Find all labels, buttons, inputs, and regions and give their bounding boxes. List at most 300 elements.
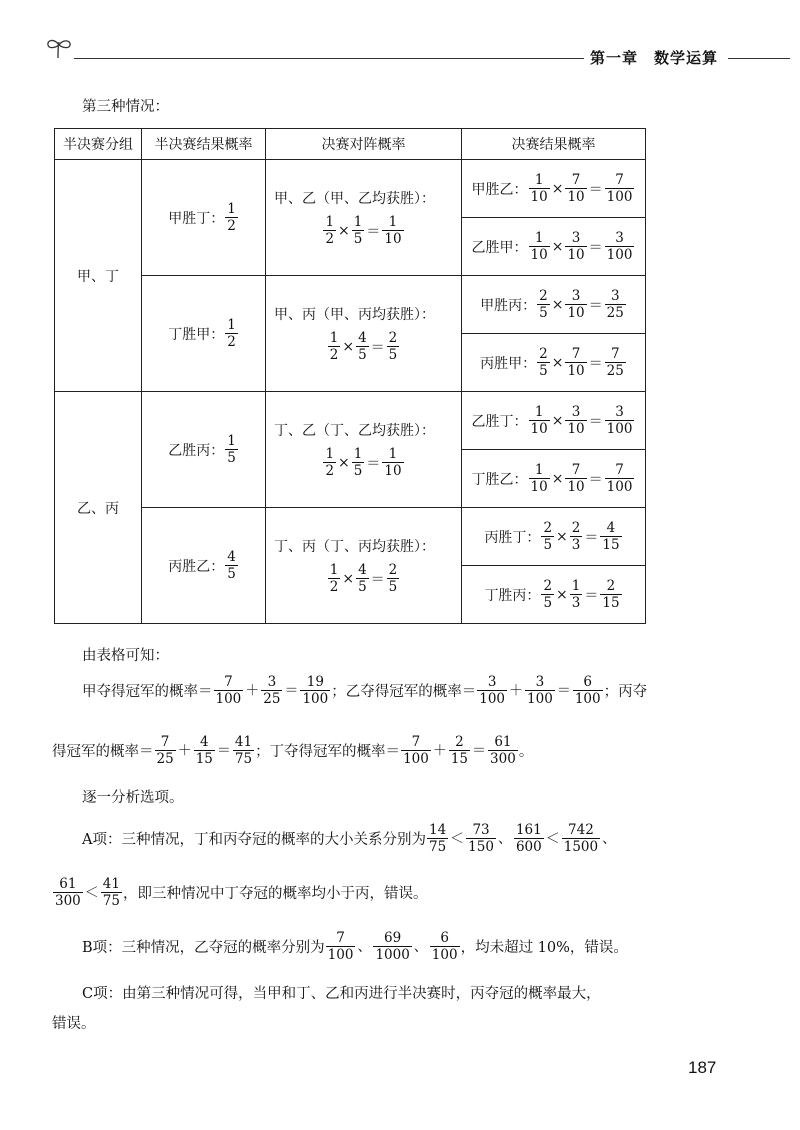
final-label: 丙胜丁：	[484, 529, 541, 546]
numerator: 7	[605, 346, 626, 363]
operator: ＝	[588, 297, 603, 314]
fraction	[373, 930, 411, 963]
denominator: 100	[302, 690, 329, 707]
group-name: 甲、丁	[77, 268, 119, 285]
fraction	[466, 822, 496, 855]
final-label: 丙胜甲：	[480, 355, 537, 372]
fraction	[225, 317, 238, 350]
final-matchup-cell	[266, 276, 462, 392]
option-a-line2	[52, 872, 427, 912]
option-b-line	[82, 926, 628, 966]
fraction	[155, 734, 176, 767]
fraction	[565, 462, 586, 495]
text-segment: 。	[518, 743, 534, 760]
product-expression	[536, 288, 627, 321]
denominator: 10	[384, 463, 402, 479]
numerator: 61	[53, 876, 83, 893]
operator: ＝	[366, 455, 381, 472]
final-label: 乙胜丁：	[471, 413, 528, 430]
header-cell: 半决赛结果概率	[142, 129, 266, 160]
numerator: 1	[227, 201, 236, 217]
denominator: 100	[527, 690, 553, 707]
fraction	[401, 734, 431, 767]
denominator: 100	[327, 946, 354, 963]
denominator: 10	[530, 421, 548, 437]
operator: ×	[342, 570, 355, 587]
denominator: 100	[574, 690, 601, 707]
fraction	[529, 172, 550, 205]
denominator: 100	[215, 690, 242, 707]
fraction	[101, 876, 122, 909]
fraction-group	[426, 822, 617, 855]
numerator: 6	[430, 930, 460, 947]
product-expression	[322, 214, 404, 247]
final-label: 乙胜甲：	[471, 239, 528, 256]
fraction	[605, 346, 626, 379]
denominator: 150	[468, 838, 494, 855]
fraction	[387, 562, 400, 595]
product-expression	[528, 404, 636, 437]
operator: 、	[497, 831, 512, 847]
final-label: 丁胜乙：	[471, 471, 528, 488]
numerator: 73	[466, 822, 496, 839]
fraction-group	[154, 734, 256, 767]
product-expression	[327, 562, 401, 595]
semifinal-label: 乙胜丙：	[168, 442, 225, 459]
numerator: 2	[388, 330, 398, 346]
final-result-cell	[462, 160, 646, 218]
fraction	[525, 674, 555, 707]
numerator: 4	[358, 330, 367, 346]
analysis-text: 逐一分析选项。	[82, 790, 184, 806]
fraction	[328, 330, 341, 363]
denominator: 5	[358, 347, 367, 363]
operator: ＋	[509, 683, 524, 699]
product-expression	[528, 230, 636, 263]
denominator: 5	[388, 579, 398, 595]
denominator: 3	[571, 595, 581, 611]
numerator: 1	[529, 230, 550, 247]
numerator: 2	[543, 520, 553, 536]
denominator: 10	[567, 189, 585, 205]
numerator: 4	[600, 520, 621, 537]
denominator: 5	[388, 347, 398, 363]
operator: ×	[551, 470, 564, 487]
numerator: 1	[571, 578, 581, 594]
matchup-label: 丁、乙（丁、乙均获胜）：	[274, 423, 435, 439]
denominator: 5	[227, 450, 236, 466]
fraction	[605, 462, 635, 495]
fraction	[565, 346, 586, 379]
numerator: 7	[565, 462, 586, 479]
denominator: 100	[479, 690, 506, 707]
option-c-line1: C项：由第三种情况可得，当甲和丁、乙和丙进行半决赛时，丙夺冠的概率最大，	[82, 986, 601, 1002]
denominator: 2	[325, 231, 335, 247]
denominator: 15	[602, 537, 620, 553]
numerator: 1	[325, 446, 335, 462]
numerator: 19	[300, 674, 330, 691]
denominator: 5	[539, 363, 548, 379]
product-expression	[528, 462, 636, 495]
text-segment: ，即三种情况中丁夺冠的概率均小于丙，错误。	[122, 885, 428, 902]
denominator: 5	[543, 595, 553, 611]
numerator: 1	[227, 317, 236, 333]
denominator: 75	[428, 838, 447, 855]
denominator: 10	[567, 247, 585, 263]
text-segment: 得冠军的概率＝	[52, 743, 154, 760]
fraction	[570, 578, 583, 611]
fraction	[565, 172, 586, 205]
operator: ＋	[177, 743, 192, 759]
denominator: 2	[329, 579, 339, 595]
fraction-group	[400, 734, 519, 767]
fraction	[529, 404, 550, 437]
operator: ＝	[588, 239, 603, 256]
option-a-line1	[82, 818, 617, 858]
product-expression	[540, 578, 622, 611]
numerator: 1	[329, 562, 339, 578]
text-segment: 甲夺得冠军的概率＝	[82, 683, 213, 700]
fraction	[605, 172, 635, 205]
denominator: 100	[606, 189, 633, 205]
final-matchup-cell	[266, 160, 462, 276]
numerator: 7	[565, 346, 586, 363]
denominator: 2	[329, 347, 339, 363]
numerator: 1	[329, 330, 339, 346]
product-expression	[322, 446, 404, 479]
denominator: 25	[606, 305, 624, 321]
numerator: 3	[525, 674, 555, 691]
semifinal-result-cell	[142, 276, 266, 392]
semifinal-label: 甲胜丁：	[168, 210, 225, 227]
denominator: 25	[263, 690, 281, 707]
denominator: 15	[195, 750, 213, 767]
numerator: 3	[565, 230, 586, 247]
matchup-label: 甲、丙（甲、丙均获胜）：	[274, 307, 435, 323]
denominator: 10	[530, 189, 548, 205]
numerator: 4	[227, 549, 236, 565]
group-cell	[55, 392, 142, 624]
chapter-title: 第一章 数学运算	[590, 49, 719, 67]
denominator: 3	[571, 537, 581, 553]
numerator: 4	[358, 562, 367, 578]
operator: ＝	[588, 355, 603, 372]
denominator: 600	[515, 838, 542, 855]
final-result-cell	[462, 566, 646, 624]
fraction	[529, 230, 550, 263]
sprout-icon	[44, 36, 74, 60]
semifinal-label: 丙胜乙：	[168, 558, 225, 575]
numerator: 1	[353, 214, 363, 230]
text-segment: ；乙夺得冠军的概率＝	[331, 683, 477, 700]
fraction	[514, 822, 544, 855]
numerator: 1	[529, 404, 550, 421]
fraction	[233, 734, 254, 767]
fraction	[565, 230, 586, 263]
fraction	[488, 734, 518, 767]
operator: ＋	[432, 743, 447, 759]
denominator: 100	[606, 421, 633, 437]
numerator: 1	[227, 433, 236, 449]
denominator: 25	[156, 750, 174, 767]
product-expression	[327, 330, 401, 363]
numerator: 7	[214, 674, 244, 691]
operator: 、	[413, 939, 428, 955]
table-row	[55, 276, 646, 334]
denominator: 100	[606, 247, 633, 263]
fraction	[570, 520, 583, 553]
numerator: 3	[565, 288, 586, 305]
final-result-cell	[462, 218, 646, 276]
fraction	[565, 404, 586, 437]
numerator: 2	[543, 578, 553, 594]
numerator: 7	[605, 172, 635, 189]
line-bing-ding	[52, 730, 533, 770]
numerator: 3	[261, 674, 282, 691]
fraction	[225, 549, 238, 582]
header-cell: 决赛结果概率	[462, 129, 646, 160]
denominator: 5	[543, 537, 553, 553]
text-segment: ；丙夺	[603, 683, 648, 700]
operator: ＝	[588, 413, 603, 430]
final-result-cell	[462, 508, 646, 566]
numerator: 1	[382, 214, 403, 231]
final-result-cell	[462, 450, 646, 508]
fraction	[323, 214, 336, 247]
denominator: 10	[567, 305, 585, 321]
fraction	[605, 404, 635, 437]
operator: 、	[357, 939, 372, 955]
numerator: 69	[373, 930, 411, 947]
fraction	[430, 930, 460, 963]
fraction	[356, 330, 369, 363]
text-segment: B项：三种情况，乙夺冠的概率分别为	[82, 939, 325, 956]
denominator: 10	[567, 421, 585, 437]
numerator: 7	[605, 462, 635, 479]
table-header-row	[55, 129, 646, 160]
fraction	[600, 578, 621, 611]
denominator: 2	[325, 463, 335, 479]
numerator: 14	[428, 821, 447, 838]
fraction	[225, 433, 238, 466]
header-rule-right	[728, 58, 790, 59]
fraction	[326, 930, 356, 963]
header-rule	[74, 58, 584, 59]
probability-table	[54, 128, 646, 624]
numerator: 3	[605, 404, 635, 421]
fraction	[300, 674, 330, 707]
denominator: 2	[227, 334, 236, 350]
product-expression	[528, 172, 636, 205]
intro-text: 由表格可知：	[82, 648, 169, 664]
product-expression	[536, 346, 627, 379]
numerator: 2	[600, 578, 621, 595]
fraction	[565, 288, 586, 321]
semifinal-result-cell	[142, 392, 266, 508]
denominator: 5	[539, 305, 548, 321]
numerator: 1	[325, 214, 335, 230]
operator: ×	[551, 238, 564, 255]
denominator: 100	[403, 750, 429, 767]
operator: ＝	[366, 223, 381, 240]
fraction	[214, 674, 244, 707]
operator: ＝	[472, 743, 487, 759]
operator: ＝	[216, 743, 231, 759]
denominator: 5	[353, 231, 363, 247]
denominator: 5	[353, 463, 363, 479]
line-jia-yi	[82, 670, 647, 710]
denominator: 100	[606, 479, 633, 495]
fraction-group	[325, 930, 461, 963]
fraction	[382, 446, 403, 479]
fraction	[328, 562, 341, 595]
fraction	[194, 734, 215, 767]
denominator: 25	[606, 363, 624, 379]
denominator: 75	[234, 750, 253, 767]
operator: ＝	[556, 683, 571, 699]
numerator: 3	[605, 288, 626, 305]
numerator: 2	[571, 520, 581, 536]
fraction	[261, 674, 282, 707]
denominator: 75	[102, 892, 120, 909]
fraction-group	[476, 674, 603, 707]
operator: ×	[556, 528, 568, 545]
operator: ×	[551, 412, 564, 429]
fraction	[573, 674, 603, 707]
fraction	[352, 446, 365, 479]
operator: ×	[338, 222, 350, 239]
final-label: 甲胜乙：	[471, 181, 528, 198]
operator: ×	[338, 454, 350, 471]
numerator: 3	[565, 404, 586, 421]
final-matchup-cell	[266, 392, 462, 508]
numerator: 1	[353, 446, 363, 462]
final-result-cell	[462, 392, 646, 450]
numerator: 61	[488, 734, 518, 751]
numerator: 1	[529, 462, 550, 479]
operator: ×	[551, 180, 564, 197]
operator: ×	[551, 354, 564, 371]
fraction	[387, 330, 400, 363]
fraction	[427, 822, 448, 855]
numerator: 1	[382, 446, 403, 463]
denominator: 1500	[563, 838, 599, 855]
matchup-label: 甲、乙（甲、乙均获胜）：	[274, 191, 435, 207]
fraction	[529, 462, 550, 495]
final-label: 甲胜丙：	[480, 297, 537, 314]
final-result-cell	[462, 334, 646, 392]
fraction	[449, 734, 470, 767]
fraction	[541, 578, 554, 611]
numerator: 4	[194, 734, 215, 751]
matchup-label: 丁、丙（丁、丙均获胜）：	[274, 539, 435, 555]
denominator: 10	[567, 363, 585, 379]
group-cell	[55, 160, 142, 392]
numerator: 742	[562, 822, 600, 839]
numerator: 2	[388, 562, 398, 578]
operator: ×	[342, 338, 355, 355]
fraction	[605, 230, 635, 263]
denominator: 100	[431, 946, 458, 963]
numerator: 41	[234, 733, 253, 750]
numerator: 1	[529, 172, 550, 189]
table-row	[55, 160, 646, 218]
operator: 、	[602, 831, 617, 847]
operator: ＜	[545, 831, 560, 847]
fraction-group	[213, 674, 332, 707]
denominator: 5	[358, 579, 367, 595]
fraction	[356, 562, 369, 595]
numerator: 2	[539, 346, 548, 362]
numerator: 2	[449, 734, 470, 751]
final-label: 丁胜丙：	[484, 587, 541, 604]
fraction	[562, 822, 600, 855]
operator: ＝	[588, 471, 603, 488]
numerator: 3	[477, 674, 507, 691]
fraction	[537, 288, 550, 321]
denominator: 300	[55, 892, 81, 909]
denominator: 10	[384, 231, 402, 247]
denominator: 2	[227, 218, 236, 234]
final-result-cell	[462, 276, 646, 334]
header-cell: 半决赛分组	[55, 129, 142, 160]
numerator: 161	[515, 821, 542, 838]
denominator: 10	[567, 479, 585, 495]
operator: ＜	[450, 831, 465, 847]
fraction	[541, 520, 554, 553]
text-segment: ，均未超过 10%，错误。	[460, 939, 628, 956]
fraction	[53, 876, 83, 909]
section-label: 第三种情况：	[82, 99, 169, 115]
semifinal-result-cell	[142, 508, 266, 624]
operator: ＝	[584, 587, 599, 604]
numerator: 7	[326, 930, 356, 947]
header-cell: 决赛对阵概率	[266, 129, 462, 160]
operator: ＝	[284, 683, 299, 699]
product-expression	[540, 520, 622, 553]
numerator: 2	[539, 288, 548, 304]
fraction	[537, 346, 550, 379]
fraction	[600, 520, 621, 553]
denominator: 5	[227, 566, 236, 582]
fraction	[225, 201, 238, 234]
page-number: 187	[688, 1058, 717, 1077]
numerator: 41	[102, 875, 120, 892]
fraction	[382, 214, 403, 247]
operator: ＝	[370, 571, 385, 588]
operator: ×	[556, 586, 568, 603]
semifinal-label: 丁胜甲：	[168, 326, 225, 343]
fraction	[352, 214, 365, 247]
fraction	[323, 446, 336, 479]
fraction-group	[52, 876, 123, 909]
operator: ＝	[588, 181, 603, 198]
denominator: 10	[530, 479, 548, 495]
semifinal-result-cell	[142, 160, 266, 276]
denominator: 300	[490, 750, 516, 767]
numerator: 7	[565, 172, 586, 189]
text-segment: ；丁夺得冠军的概率＝	[255, 743, 401, 760]
numerator: 6	[573, 674, 603, 691]
numerator: 7	[401, 734, 431, 751]
option-c-line2: 错误。	[52, 1016, 96, 1032]
fraction	[605, 288, 626, 321]
text-segment: A项：三种情况，丁和丙夺冠的概率的大小关系分别为	[82, 831, 426, 848]
denominator: 15	[450, 750, 469, 767]
table-row	[55, 508, 646, 566]
operator: ＋	[245, 683, 260, 699]
final-matchup-cell	[266, 508, 462, 624]
